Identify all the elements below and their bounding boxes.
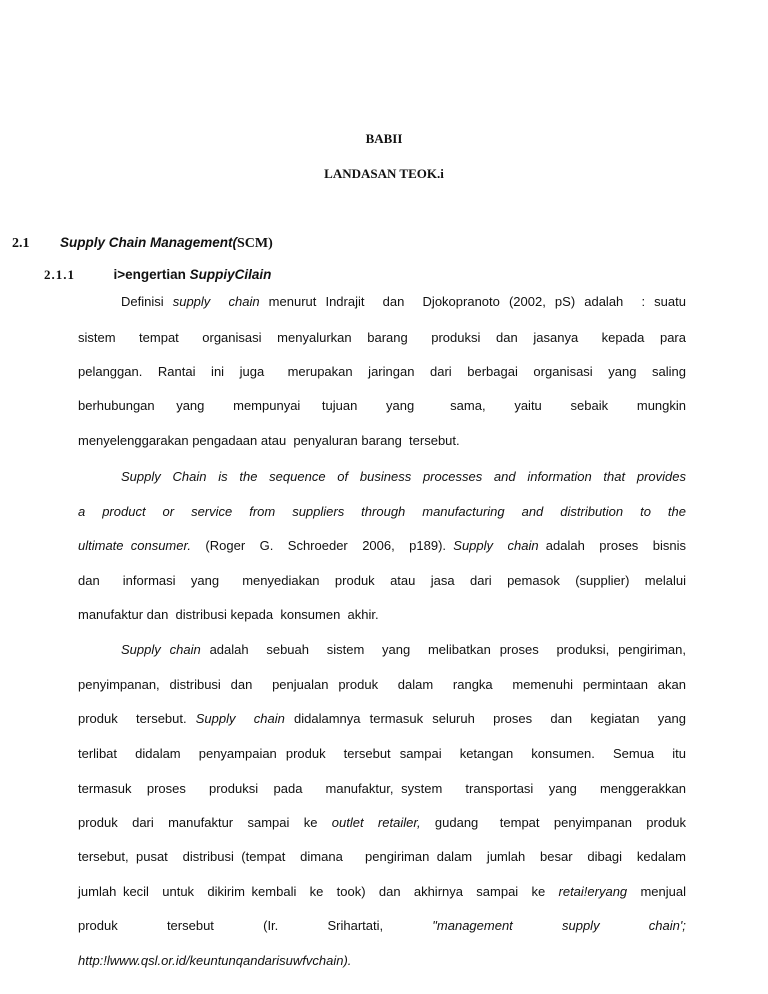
- paragraph-3-line: [78, 849, 686, 865]
- paragraph-3-line: [78, 815, 686, 831]
- paragraph-3-line: [78, 677, 686, 693]
- text-segment: produk dari manufaktur sampai ke: [78, 815, 332, 830]
- text-segment: dan informasi yang menyediakan produk atau jasa dari pemasok (supplier) melalui: [78, 573, 686, 588]
- subsection-title-italic: SuppiyCilain: [189, 267, 272, 282]
- paragraph-2-line: [121, 469, 686, 485]
- text-segment: tersebut: [166, 918, 214, 933]
- text-segment: tersebut, pusat distribusi (tempat dimana pengiriman dalam jumlah besar dibagi kedalam: [78, 849, 686, 864]
- text-segment: produk tersebut.: [78, 711, 196, 726]
- text-segment: supply chain: [172, 294, 260, 309]
- paragraph-3-line: [78, 918, 686, 934]
- text-segment: http:!lwww.qsl.or.id/keuntunqandarisuwfvchain).: [78, 953, 352, 968]
- text-segment: gudang tempat penyimpanan produk: [420, 815, 687, 830]
- paragraph-3-line: [78, 746, 686, 762]
- text-segment: ultimate consumer.: [78, 538, 191, 553]
- text-segment: adalah proses bisnis: [538, 538, 686, 553]
- text-segment: menurut Indrajit dan Djokopranoto (2002, pS) adalah : suatu: [259, 294, 686, 309]
- paragraph-3-line: [78, 781, 686, 797]
- paragraph-2-line: [78, 538, 686, 554]
- text-segment: berhubungan yang mempunyai tujuan yang sama, yaitu sebaik mungkin: [78, 398, 686, 413]
- text-segment: terlibat didalam penyampaian produk tersebut sampai ketangan konsumen. Semua itu: [78, 746, 686, 761]
- text-segment: menyelenggarakan pengadaan atau penyaluran barang tersebut.: [78, 433, 460, 448]
- paragraph-3-line: [78, 711, 686, 727]
- text-segment: manufaktur dan distribusi kepada konsumen akhir.: [78, 607, 379, 622]
- paragraph-2-line: [78, 504, 686, 520]
- paragraph-2-line: [78, 607, 686, 623]
- paragraph-1-line: [78, 364, 686, 380]
- text-segment: sistem tempat organisasi menyalurkan barang produksi dan jasanya kepada para: [78, 330, 686, 345]
- text-segment: chain';: [648, 918, 686, 933]
- text-segment: pelanggan. Rantai ini juga merupakan jaringan dari berbagai organisasi yang saling: [78, 364, 686, 379]
- text-segment: menjual: [627, 884, 686, 899]
- text-segment: jumlah kecil untuk dikirim kembali ke took) dan akhirnya sampai ke: [78, 884, 559, 899]
- text-segment: (Ir.: [263, 918, 279, 933]
- chapter-title: LANDASAN TEOK.i: [324, 166, 444, 181]
- paragraph-3-line: [78, 884, 686, 900]
- text-segment: retai!eryang: [558, 884, 628, 899]
- paragraph-3-line: [78, 953, 686, 969]
- section-title-italic: Supply Chain Management(: [59, 235, 237, 250]
- text-segment: produk: [78, 918, 118, 933]
- text-segment: Supply chain: [121, 642, 201, 657]
- paragraph-1-line: [121, 294, 686, 310]
- text-segment: Definisi: [121, 294, 173, 309]
- text-segment: supply: [561, 918, 600, 933]
- text-segment: adalah sebuah sistem yang melibatkan proses produksi, pengiriman,: [200, 642, 686, 657]
- text-segment: Supply chain: [195, 711, 285, 726]
- chapter-label: BABII: [365, 131, 403, 146]
- section-number: 2.1: [12, 236, 30, 251]
- paragraph-1-line: [78, 433, 686, 449]
- text-segment: "management: [432, 918, 513, 933]
- paragraph-3-line: [121, 642, 686, 658]
- text-segment: termasuk proses produksi pada manufaktur, system transportasi yang menggerakkan: [78, 781, 686, 796]
- subsection-number: 2.1.1: [44, 267, 75, 282]
- paragraph-1-line: [78, 330, 686, 346]
- subsection-heading: [44, 266, 271, 284]
- subsection-title-plain: i>engertian: [113, 267, 190, 282]
- text-segment: Supply chain: [453, 538, 539, 553]
- section-title-abbrev: SCM): [236, 236, 273, 251]
- paragraph-2-line: [78, 573, 686, 589]
- text-segment: Srihartati,: [327, 918, 384, 933]
- paragraph-1-line: [78, 398, 686, 414]
- section-heading: [12, 234, 273, 252]
- text-segment: outlet retailer,: [331, 815, 421, 830]
- text-segment: a product or service from suppliers through manufacturing and distribution to the: [78, 504, 686, 519]
- text-segment: didalamnya termasuk seluruh proses dan kegiatan yang: [284, 711, 686, 726]
- text-segment: Supply Chain is the sequence of business processes and information that provides: [121, 469, 686, 484]
- text-segment: penyimpanan, distribusi dan penjualan produk dalam rangka memenuhi permintaan akan: [78, 677, 686, 692]
- text-segment: (Roger G. Schroeder 2006, p189).: [190, 538, 454, 553]
